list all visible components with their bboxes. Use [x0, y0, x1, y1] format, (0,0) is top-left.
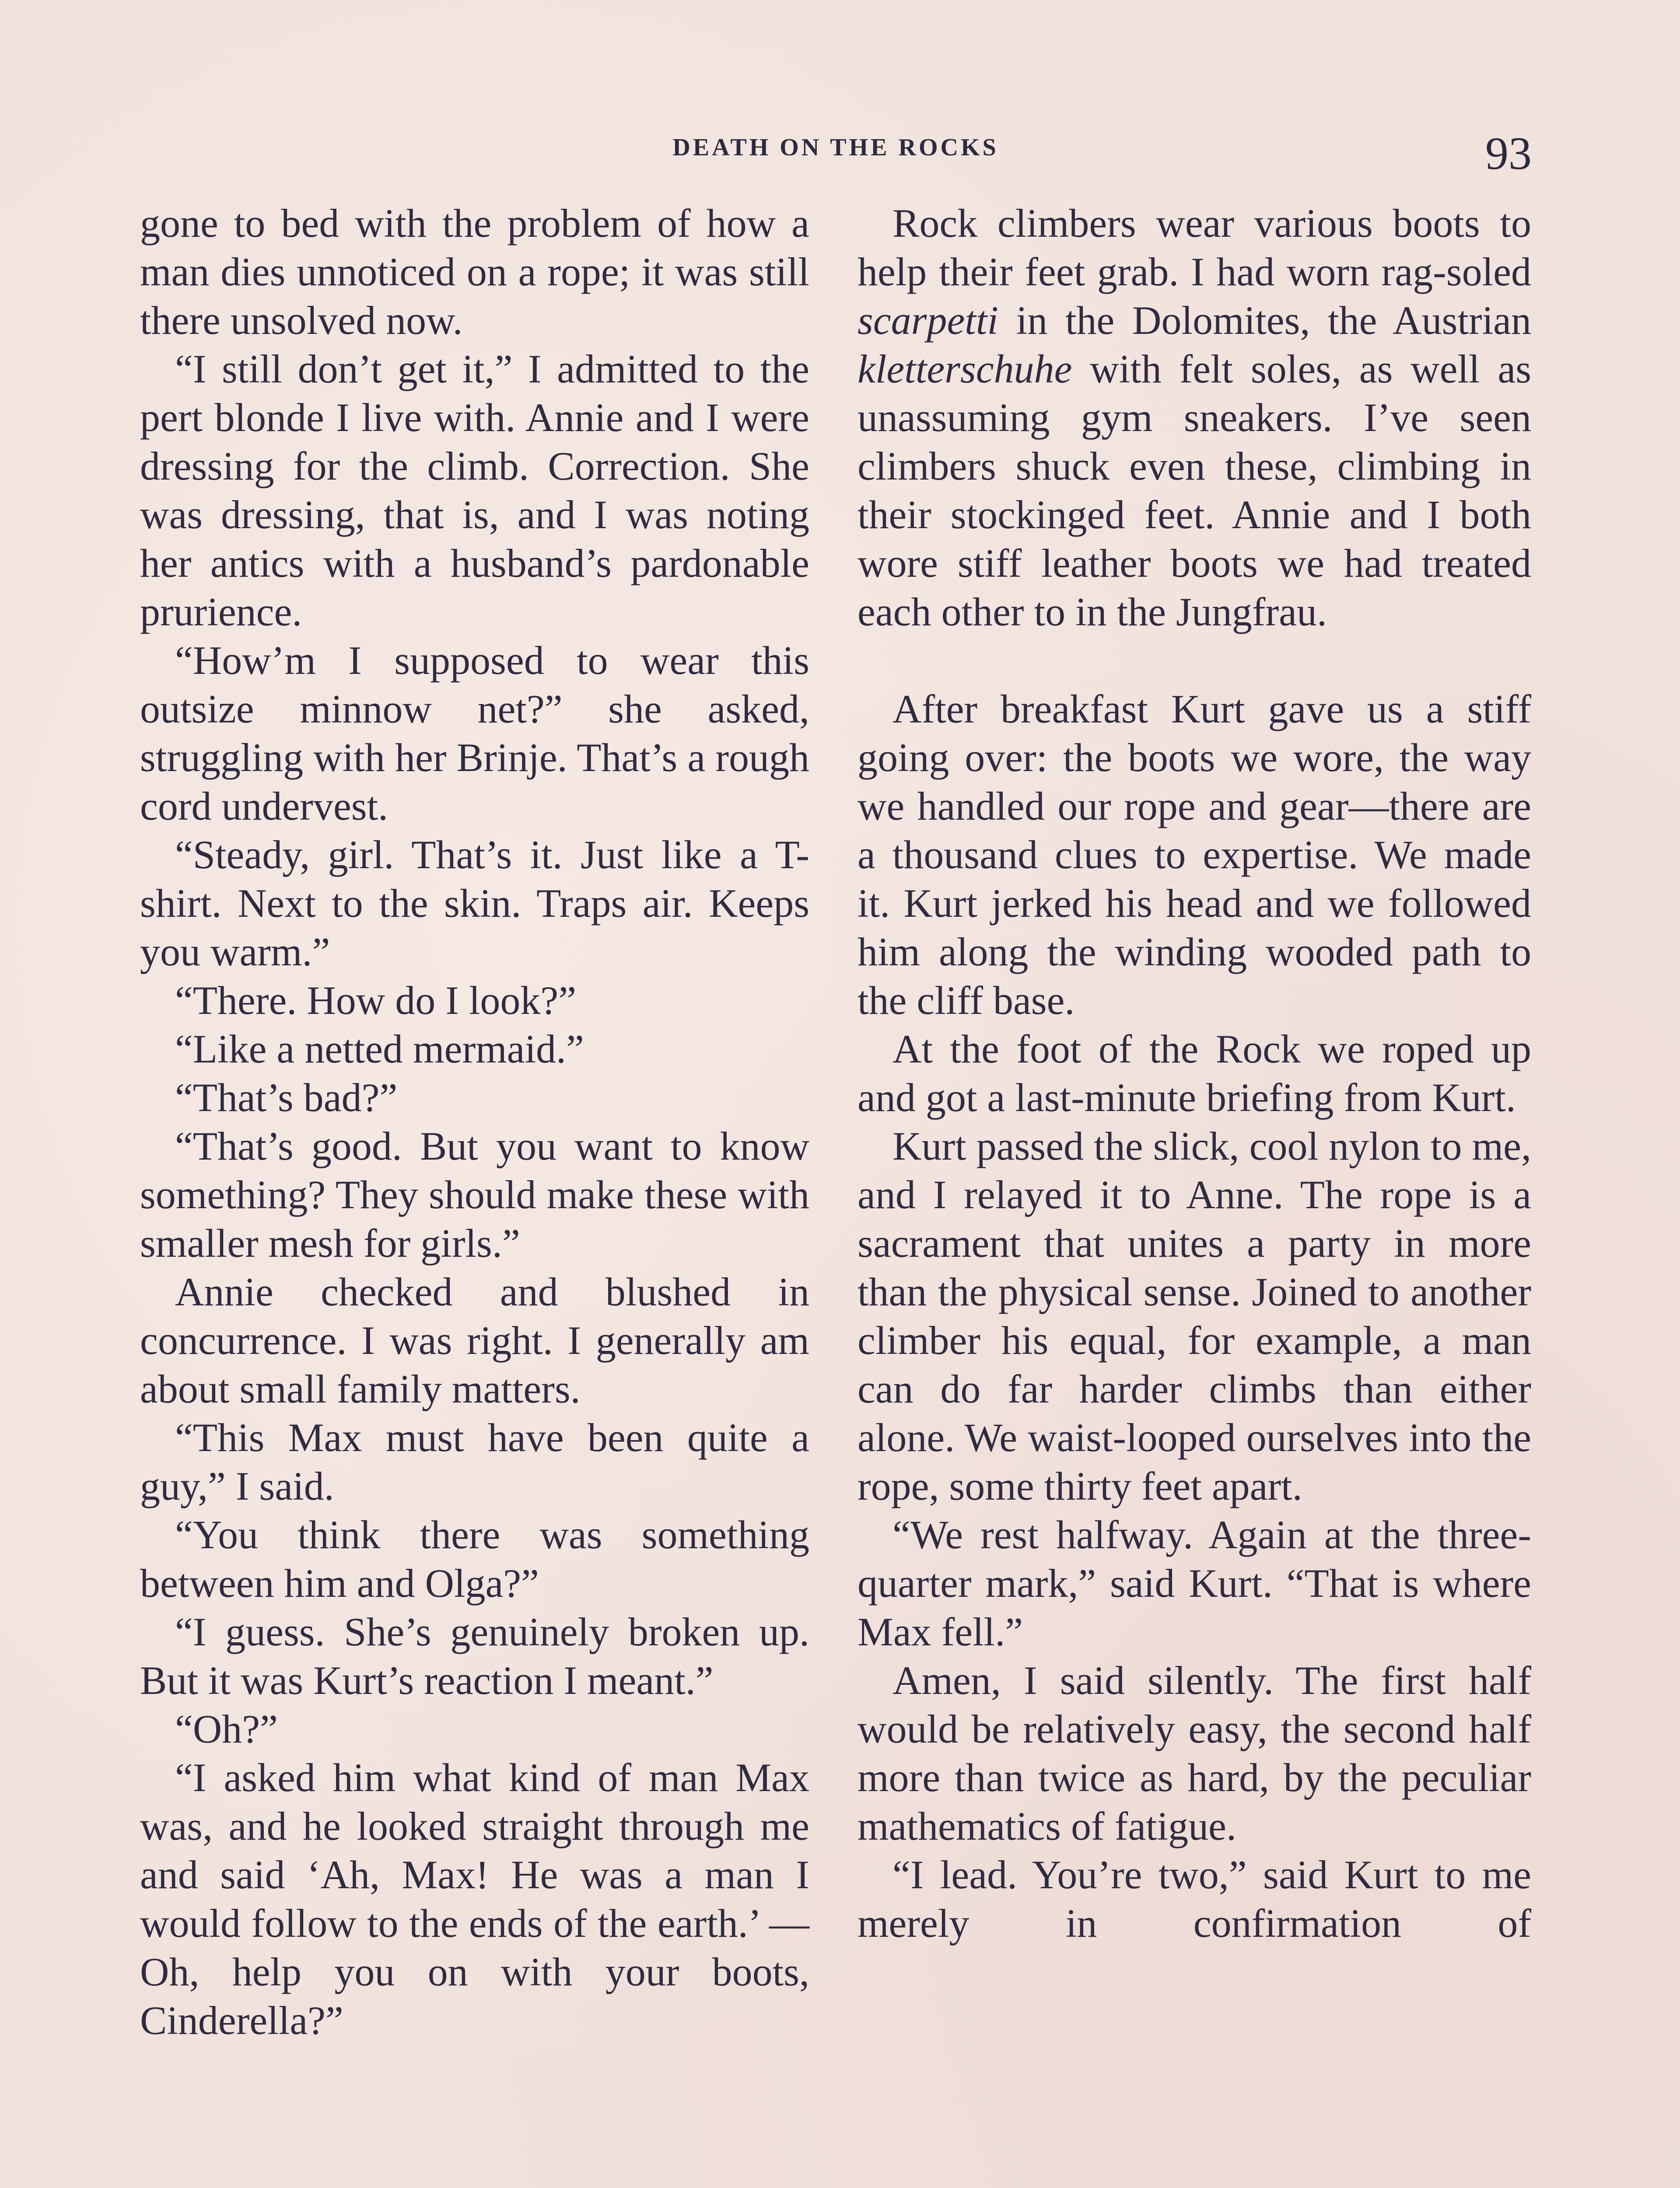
paragraph: Kurt passed the slick, cool nylon to me, and I relayed it to Anne. The rope is a sacrament that unites a party in more than the physical sense. Joined to another climber his equal, for example, a man can do far harder climbs than either alone. We waist-looped ourselves into the rope, some thirty feet apart.	[858, 1124, 1531, 1508]
text-run: with felt soles, as well as unassuming gym sneakers. I’ve seen climbers shuck even these, climbing in their stockinged feet. Annie and I both wore stiff leather boots we had treated each other to in the Jungfrau.	[858, 347, 1531, 634]
paragraph: “You think there was something between him and Olga?”	[140, 1512, 809, 1606]
left-column	[140, 199, 809, 2045]
paragraph: Amen, I said silently. The first half would be relatively easy, the second half more than twice as hard, by the peculiar mathematics of fatigue.	[858, 1658, 1531, 1848]
italic-term: scarpetti	[858, 298, 998, 343]
paragraph: “That’s good. But you want to know something? They should make these with smaller mesh for girls.”	[140, 1124, 809, 1266]
right-column	[858, 199, 1531, 1948]
paragraph: “Oh?”	[175, 1707, 278, 1751]
paragraph: gone to bed with the problem of how a man dies unnoticed on a rope; it was still there unsolved now.	[140, 201, 809, 343]
paragraph: “I still don’t get it,” I admitted to the pert blonde I live with. Annie and I were dressing for the climb. Correction. She was dressing, that is, and I was noting her antics with a husband’s pardonable prurience.	[140, 347, 809, 634]
paragraph: “I asked him what kind of man Max was, and he looked straight through me and said ‘Ah, Max! He was a man I would follow to the ends of the earth.’ —Oh, help you on with your boots, Cinderella?”	[140, 1755, 809, 2043]
text-run: Rock climbers wear various boots to help their feet grab. I had worn rag-soled	[858, 201, 1531, 294]
paragraph: “Steady, girl. That’s it. Just like a T-shirt. Next to the skin. Traps air. Keeps you warm.”	[140, 832, 809, 974]
running-title: DEATH ON THE ROCKS	[672, 134, 999, 161]
paragraph: At the foot of the Rock we roped up and got a last-minute briefing from Kurt.	[858, 1027, 1531, 1120]
paragraph: “Like a netted mermaid.”	[175, 1027, 584, 1071]
paragraph: “We rest halfway. Again at the three-quarter mark,” said Kurt. “That is where Max fell.”	[858, 1512, 1531, 1654]
paragraph: “This Max must have been quite a guy,” I said.	[140, 1415, 809, 1508]
paragraph: “There. How do I look?”	[175, 978, 577, 1023]
paragraph: Annie checked and blushed in concurrence. I was right. I generally am about small family matters.	[140, 1269, 809, 1411]
paragraph-boots	[858, 199, 1531, 636]
paragraph: “That’s bad?”	[175, 1075, 398, 1120]
paragraph: “I lead. You’re two,” said Kurt to me merely in confirmation of	[858, 1852, 1531, 1946]
text-run: in the Dolomites, the Austrian	[998, 298, 1531, 343]
italic-term: kletterschuhe	[858, 347, 1072, 391]
paragraph: “I guess. She’s genuinely broken up. But it was Kurt’s reaction I meant.”	[140, 1609, 809, 1703]
page-number: 93	[1485, 128, 1532, 179]
paragraph: “How’m I supposed to wear this outsize minnow net?” she asked, struggling with her Brinje. That’s a rough cord undervest.	[140, 638, 809, 828]
paragraph: After breakfast Kurt gave us a stiff going over: the boots we wore, the way we handled our rope and gear—there are a thousand clues to expertise. We made it. Kurt jerked his head and we followed him along the winding wooded path to the cliff base.	[858, 687, 1531, 1023]
